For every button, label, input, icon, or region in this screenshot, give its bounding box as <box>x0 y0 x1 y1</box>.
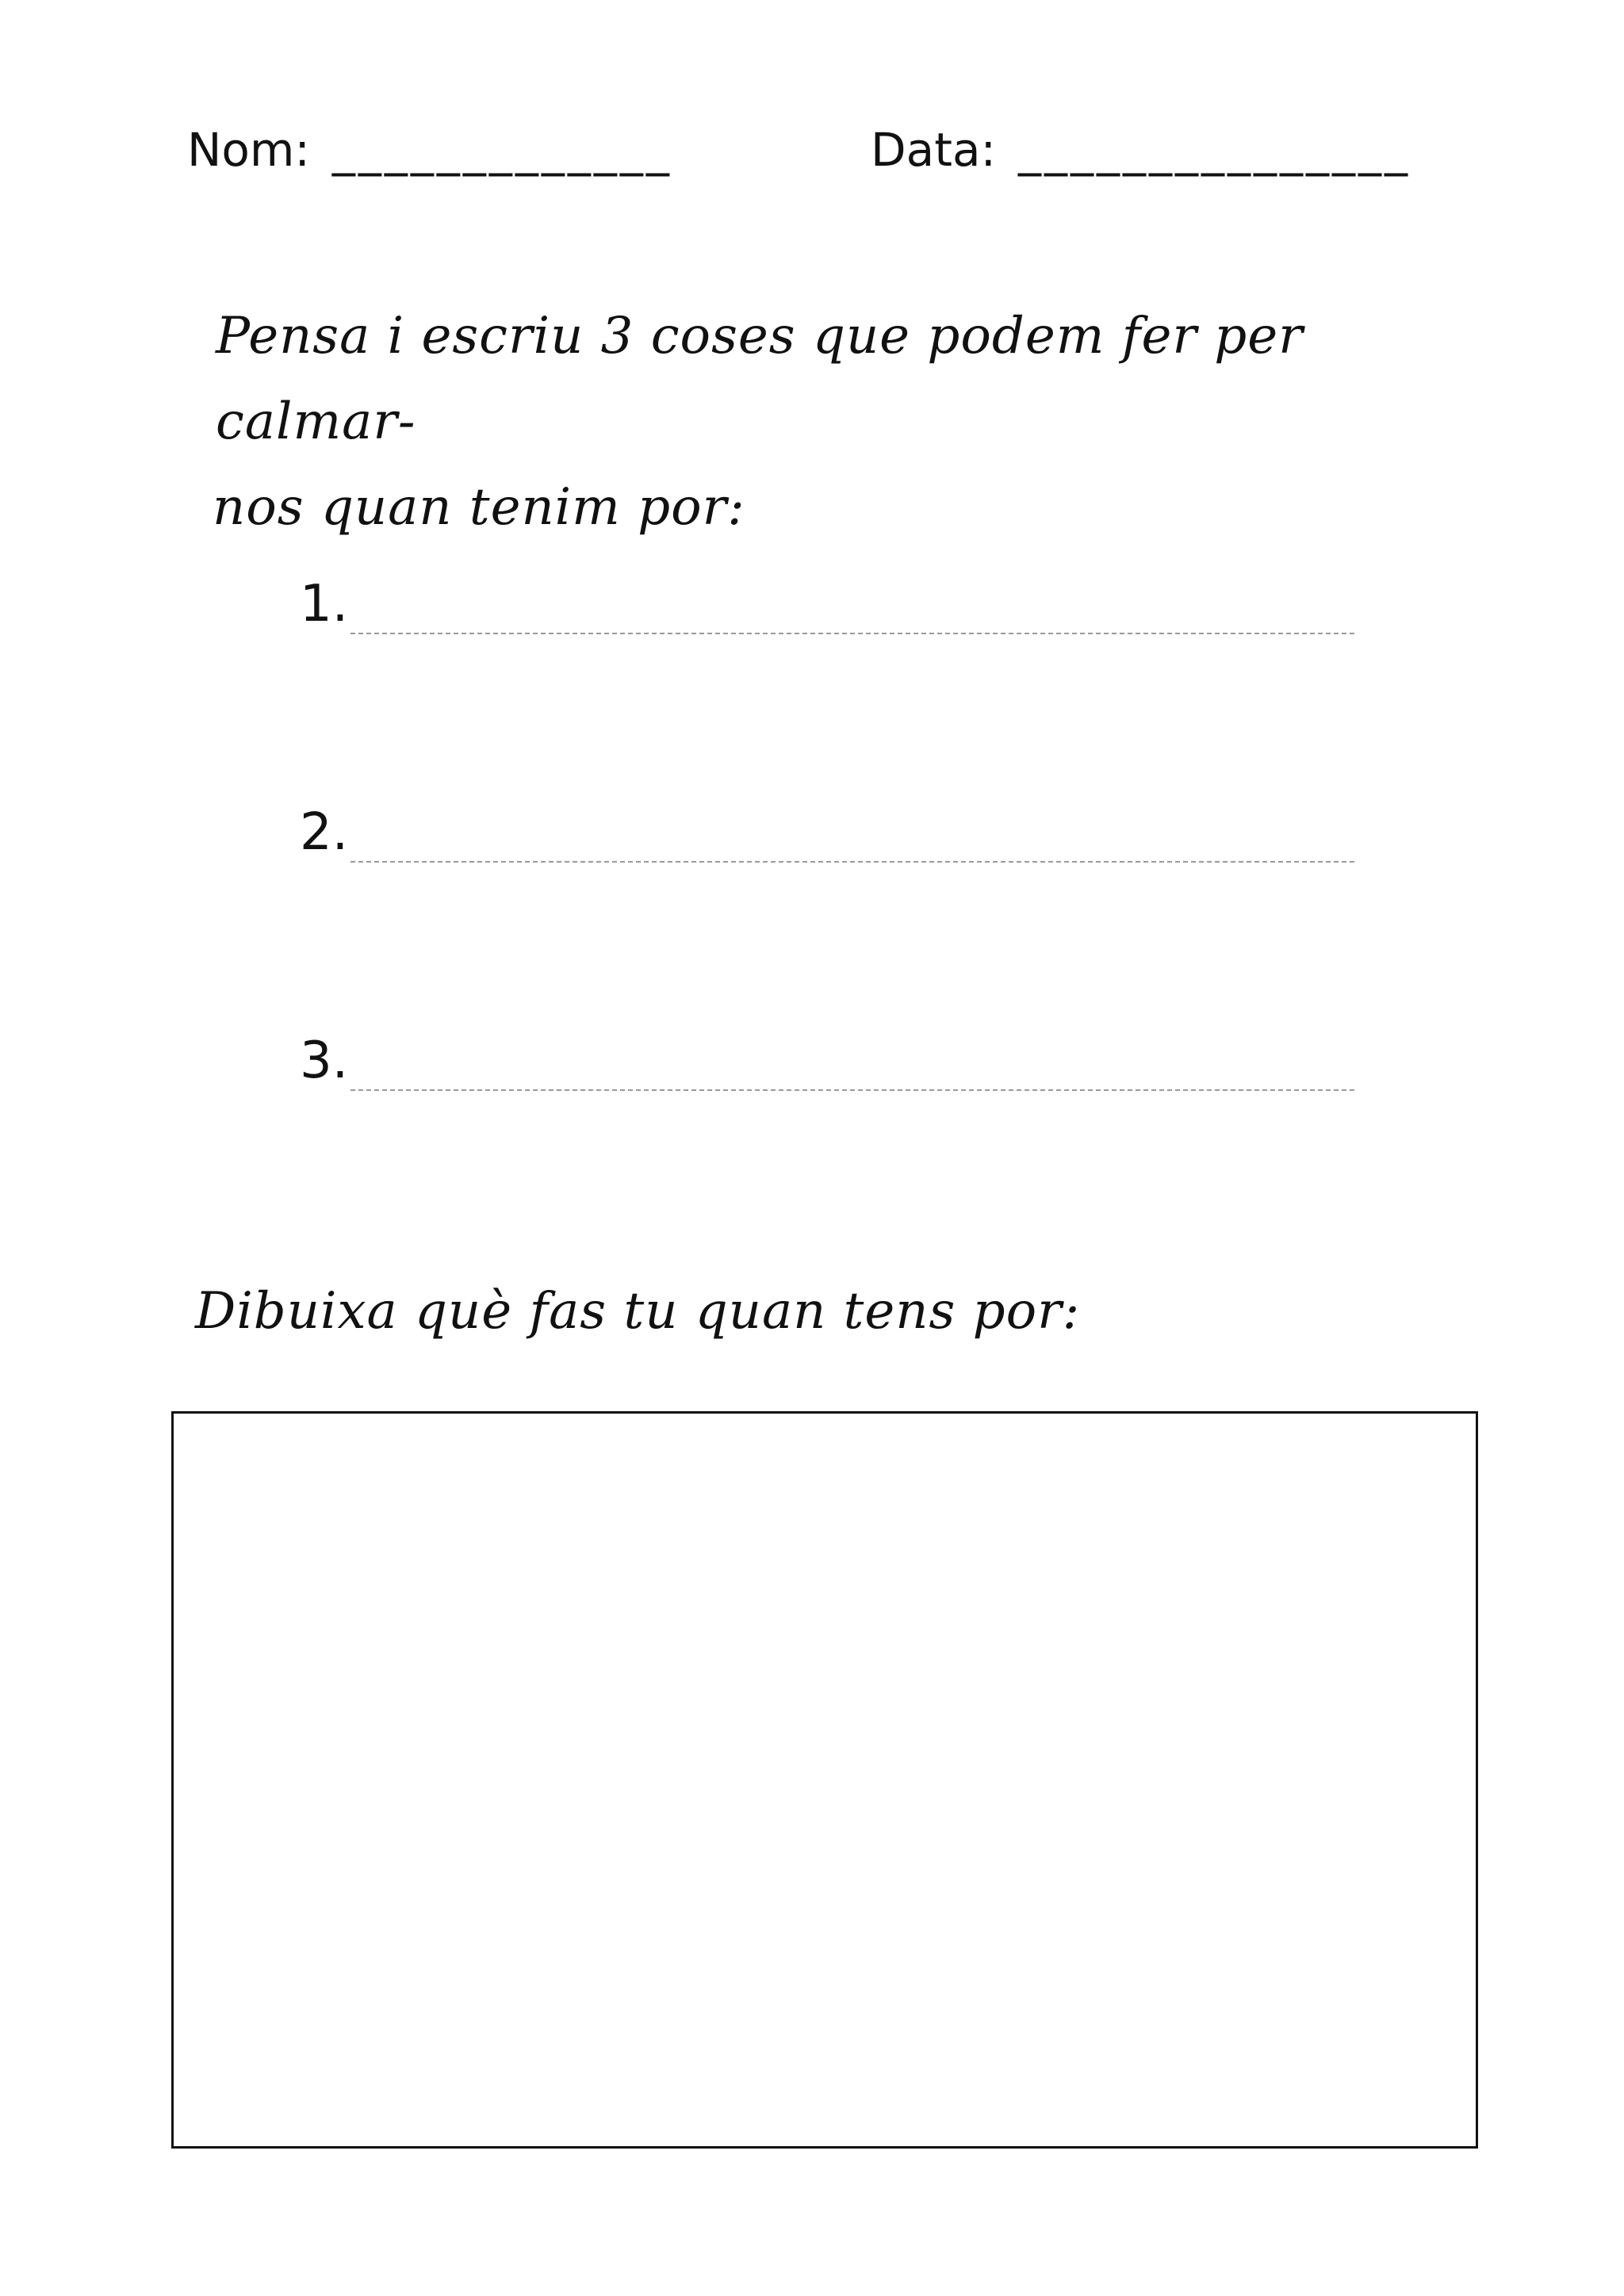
name-field <box>187 123 672 177</box>
name-blank[interactable]: _____________ <box>331 123 672 177</box>
name-label: Nom: <box>187 123 310 177</box>
drawing-box[interactable] <box>171 1411 1478 2149</box>
answer-row-1 <box>300 571 1354 634</box>
answer-line-3[interactable] <box>350 1089 1354 1091</box>
instruction-line-2: nos quan tenim por: <box>213 478 745 537</box>
answer-number-1: 1. <box>300 575 349 633</box>
instruction-line-1: Pensa i escriu 3 coses que podem fer per calmar- <box>216 307 1304 451</box>
answer-line-1[interactable] <box>350 633 1354 634</box>
drawing-prompt: Dibuixa què fas tu quan tens por: <box>195 1282 1081 1341</box>
date-blank[interactable]: _______________ <box>1018 123 1411 177</box>
answer-row-2 <box>300 799 1354 863</box>
answer-number-2: 2. <box>300 803 349 862</box>
answer-number-3: 3. <box>300 1031 349 1090</box>
answer-line-2[interactable] <box>350 861 1354 863</box>
date-label: Data: <box>871 123 997 177</box>
date-field <box>871 123 1411 177</box>
answer-row-3 <box>300 1027 1354 1091</box>
instruction-text <box>213 293 1405 550</box>
